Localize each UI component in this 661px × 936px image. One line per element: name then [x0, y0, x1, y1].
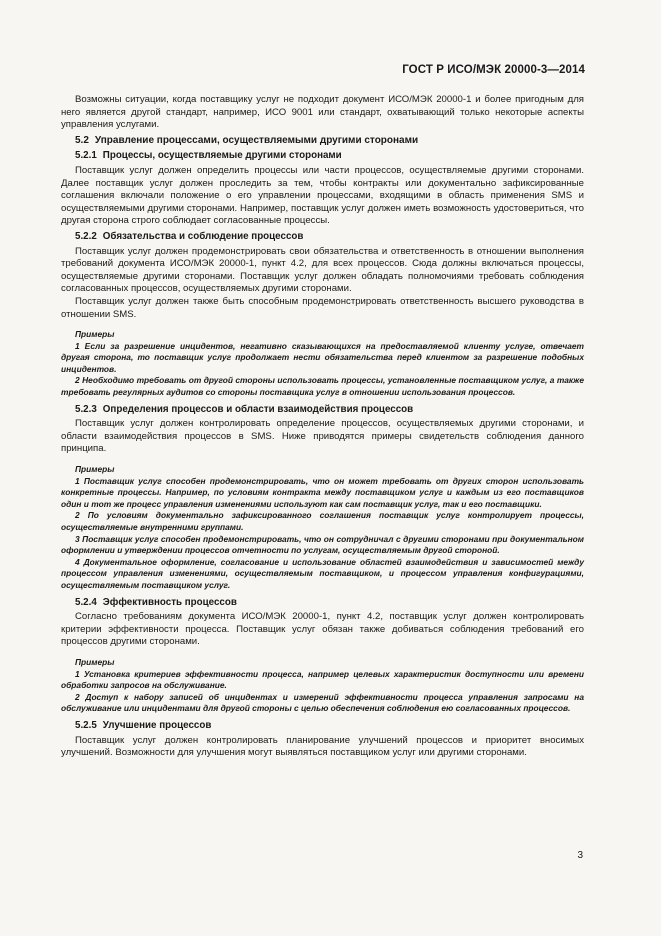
section-title: Процессы, осуществляемые другими сторонами	[102, 150, 342, 162]
document-body	[61, 94, 584, 760]
examples-block	[61, 329, 584, 399]
examples-label: Примеры	[75, 329, 115, 340]
example-item: 3 Поставщик услуг способен продемонстрировать, что он сотрудничал с другими сторонами при документальном оформлении и утверждении процессов отчетности по услугам, осуществляемым другой стороной.	[61, 533, 584, 556]
example-item: 2 По условиям документально зафиксированного соглашения поставщик услуг контролирует процессы, осуществляемые внутренними группами.	[61, 510, 584, 532]
example-item: 4 Документальное оформление, согласование и использование областей взаимодействия и зависимостей между процессом управления изменениями, осуществляемым поставщиком, и процессом управления конфигурациями, осуществляемым поставщиком услуг.	[61, 556, 584, 590]
section-5-2-5-heading	[61, 720, 584, 733]
section-5-2-2-heading	[61, 231, 584, 244]
paragraph: Поставщик услуг должен определить процессы или части процессов, осуществляемые другими сторонами. Далее поставщик услуг должен проследить за тем, чтобы контракты или документально зафиксированные соглашения включали положение о его управлении процессами, входящими в область применения SMS и осуществляемыми другими сторонами. Например, поставщик услуг должен иметь возможность удостовериться, что другая сторона строго соблюдает согласованные процессы.	[61, 164, 584, 227]
intro-paragraph: Возможны ситуации, когда поставщику услуг не подходит документ ИСО/МЭК 20000-1 и более пригодным для него является другой стандарт, например, ИСО 9001 или стандарт, охватывающий только некоторые аспекты управления услугами.	[61, 94, 584, 131]
section-number: 5.2.3	[75, 403, 97, 415]
examples-block	[61, 464, 584, 592]
section-title: Эффективность процессов	[102, 596, 237, 608]
example-item: 1 Поставщик услуг способен продемонстрировать, что он может требовать от других сторон использовать конкретные процессы. Например, по условиям контракта между поставщиком услуг и каждым из его поставщиков один и тот же процесс управления изменениями используют как сам поставщик услуг, так и его поставщики.	[61, 475, 584, 509]
section-number: 5.2.5	[75, 719, 97, 731]
examples-label: Примеры	[75, 656, 115, 667]
section-title: Определения процессов и области взаимодействия процессов	[102, 403, 414, 415]
page-number: 3	[577, 850, 583, 861]
paragraph: Поставщик услуг должен продемонстрировать свои обязательства и ответственность в отношении выполнения требований документа ИСО/МЭК 20000-1, пункт 4.2, для всех процессов. Сюда должны включаться процессы, осуществляемые другими сторонами. Поставщик услуг должен обладать полномочиями требовать соблюдения согласованных процессов, осуществляемых другими сторонами.	[61, 245, 584, 295]
section-number: 5.2.4	[75, 596, 97, 608]
section-5-2-4-heading	[61, 597, 584, 610]
examples-label: Примеры	[75, 464, 115, 475]
section-5-2-heading	[61, 135, 584, 148]
section-title: Управление процессами, осуществляемыми другими сторонами	[94, 134, 419, 146]
example-item: 2 Доступ к набору записей об инцидентах и измерений эффективности процесса управления запросами на обслуживание или инцидентами для другой стороны с целью обеспечения соблюдения ею согласованных процессов.	[61, 691, 584, 714]
section-5-2-3-heading	[61, 404, 584, 417]
section-title: Улучшение процессов	[102, 719, 212, 731]
section-number: 5.2	[75, 134, 89, 146]
example-item: 2 Необходимо требовать от другой стороны использовать процессы, установленные поставщиком услуг, а также требовать регулярных аудитов со стороны поставщика услуг в отношении использования процессов.	[61, 375, 584, 398]
section-5-2-1-heading	[61, 150, 584, 163]
section-number: 5.2.2	[75, 230, 97, 242]
paragraph: Поставщик услуг должен также быть способным продемонстрировать ответственность высшего руководства в отношении SMS.	[61, 295, 584, 320]
paragraph: Поставщик услуг должен контролировать планирование улучшений процессов и приоритет вносимых улучшений. Возможности для улучшения могут выявляться поставщиком услуг или другими сторонами.	[61, 734, 584, 759]
example-item: 1 Если за разрешение инцидентов, негативно сказывающихся на предоставляемой клиенту услуге, отвечает другая сторона, то поставщик услуг продолжает нести обязательства перед клиентом за разрешение подобных инцидентов.	[61, 340, 584, 374]
document-header: ГОСТ Р ИСО/МЭК 20000-3—2014	[402, 64, 585, 76]
examples-block	[61, 657, 584, 715]
paragraph: Поставщик услуг должен контролировать определение процессов, осуществляемых другими сторонами, и области взаимодействия процессов в SMS. Ниже приводятся примеры свидетельств соблюдения данного принципа.	[61, 418, 584, 455]
section-number: 5.2.1	[75, 150, 97, 162]
section-title: Обязательства и соблюдение процессов	[102, 230, 304, 242]
example-item: 1 Установка критериев эффективности процесса, например целевых характеристик доступности или времени обработки запросов на обслуживание.	[61, 668, 584, 691]
paragraph: Согласно требованиям документа ИСО/МЭК 20000-1, пункт 4.2, поставщик услуг должен контролировать критерии эффективности процесса. Поставщик услуг обязан также добиваться соблюдения требований его процессов другими сторонами.	[61, 611, 584, 648]
